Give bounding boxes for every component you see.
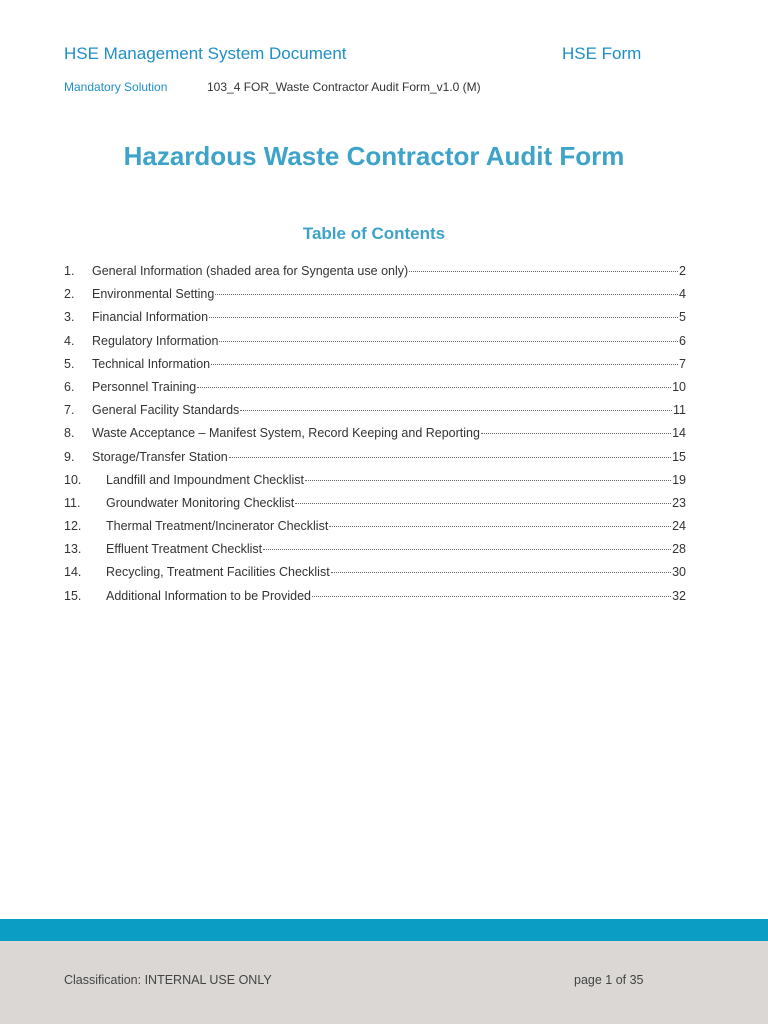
toc-entry-number: 4. [64,333,75,348]
toc-entry-number: 1. [64,264,75,278]
toc-leader-dots [209,317,678,318]
toc-entry-page: 32 [672,588,686,603]
toc-entry-number: 15. [64,588,82,603]
toc-entry-title: Environmental Setting [92,287,215,302]
toc-entry-page: 15 [672,449,686,464]
form-type: HSE Form [562,44,642,63]
toc-entry-title: General Information (shaded area for Syngenta use only) [92,264,409,278]
document-code: 103_4 FOR_Waste Contractor Audit Form_v1.0 (M) [207,80,481,94]
toc-entry-number: 10. [64,472,82,487]
toc-entry[interactable] [64,310,686,333]
toc-entry-page: 11 [673,403,686,418]
toc-entry-number: 5. [64,356,75,371]
toc-entry-title: Thermal Treatment/Incinerator Checklist [106,519,329,534]
toc-entry-title: Landfill and Impoundment Checklist [106,472,305,487]
document-category: Mandatory Solution [64,80,168,94]
toc-entry[interactable] [64,287,686,310]
toc-leader-dots [219,341,678,342]
toc-leader-dots [215,294,678,295]
toc-leader-dots [229,457,671,458]
toc-entry-number: 11. [64,495,81,510]
toc-entry-title: Storage/Transfer Station [92,449,228,464]
toc-leader-dots [312,596,671,597]
toc-entry-page: 5 [679,310,686,325]
toc-leader-dots [197,387,671,388]
toc-entry[interactable] [64,264,686,287]
toc-entry-page: 2 [679,264,686,278]
toc-entry-number: 6. [64,379,75,394]
toc-entry-number: 12. [64,519,82,534]
toc-entry-title: Financial Information [92,310,209,325]
toc-entry[interactable] [64,450,686,473]
toc-entry-page: 28 [672,542,686,557]
toc-entry[interactable] [64,542,686,565]
toc-entry-page: 30 [672,565,686,580]
toc-entry-title: Regulatory Information [92,333,219,348]
toc-leader-dots [240,410,672,411]
toc-entry-number: 2. [64,287,75,302]
toc-entry-page: 4 [679,287,686,302]
toc-entry-number: 7. [64,403,75,418]
toc-entry-number: 9. [64,449,75,464]
toc-entry-title: General Facility Standards [92,403,240,418]
toc-entry[interactable] [64,496,686,519]
toc-entry-number: 8. [64,426,75,441]
toc-entry[interactable] [64,403,686,426]
toc-entry-page: 23 [672,495,686,510]
page-number: page 1 of 35 [574,973,644,987]
toc-leader-dots [409,271,678,272]
toc-entry-title: Personnel Training [92,379,197,394]
toc-entry-page: 19 [672,472,686,487]
toc-leader-dots [481,433,671,434]
toc-entry[interactable] [64,380,686,403]
toc-entry-title: Waste Acceptance – Manifest System, Record Keeping and Reporting [92,426,480,441]
toc-leader-dots [211,364,678,365]
toc-leader-dots [263,549,671,550]
footer-stripe [0,919,768,941]
toc-entry-page: 14 [672,426,686,441]
toc-leader-dots [329,526,671,527]
toc-entry-title: Technical Information [92,356,211,371]
toc-entry[interactable] [64,519,686,542]
toc-entry[interactable] [64,426,686,449]
toc-entry-title: Effluent Treatment Checklist [106,542,263,557]
toc-entry[interactable] [64,473,686,496]
toc-entry-page: 10 [672,379,686,394]
toc-entry[interactable] [64,589,686,612]
toc-entry-number: 3. [64,310,75,325]
toc-entry-page: 7 [679,356,686,371]
toc-entry-number: 14. [64,565,82,580]
toc-entry-title: Additional Information to be Provided [106,588,311,603]
toc-leader-dots [295,503,671,504]
toc-entry[interactable] [64,565,686,588]
toc-entry-number: 13. [64,542,82,557]
toc-entry-page: 24 [672,519,686,534]
system-title: HSE Management System Document [64,44,347,63]
table-of-contents [64,264,686,612]
toc-entry-page: 6 [679,333,686,348]
toc-entry-title: Groundwater Monitoring Checklist [106,495,295,510]
toc-entry[interactable] [64,357,686,380]
toc-leader-dots [305,480,671,481]
toc-entry[interactable] [64,334,686,357]
classification-label: Classification: INTERNAL USE ONLY [64,973,272,987]
toc-leader-dots [331,572,671,573]
document-title: Hazardous Waste Contractor Audit Form [123,141,625,171]
toc-heading: Table of Contents [302,224,446,243]
toc-entry-title: Recycling, Treatment Facilities Checklist [106,565,330,580]
